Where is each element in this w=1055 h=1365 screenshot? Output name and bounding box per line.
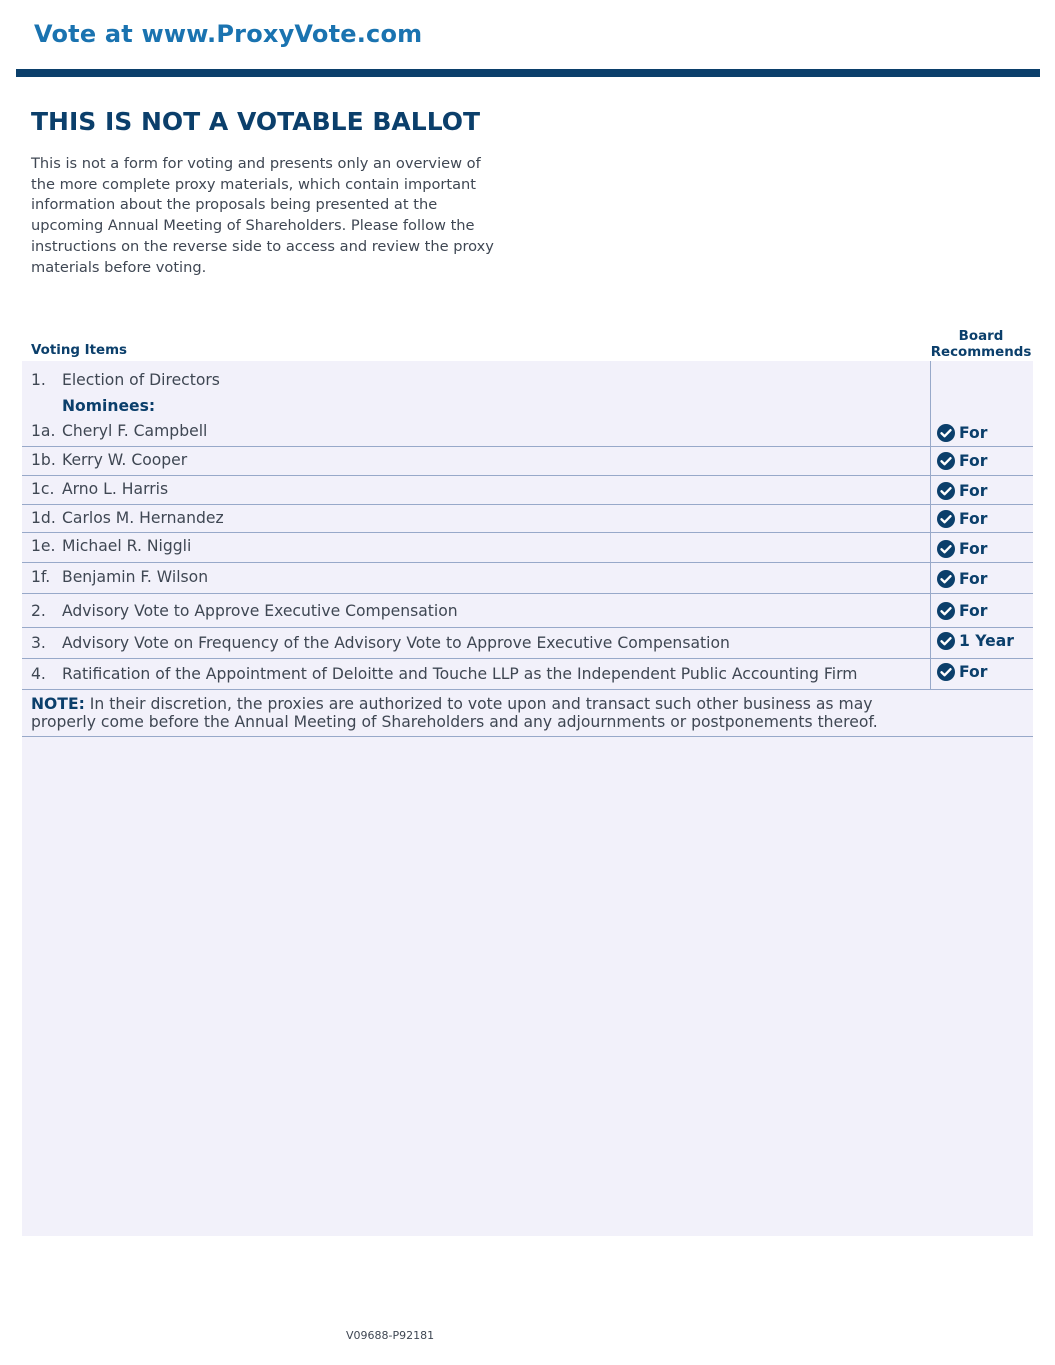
board-header-line1: Board xyxy=(958,329,1004,344)
recommendation-value: 1 Year xyxy=(959,632,1014,650)
voting-items-header: Voting Items xyxy=(31,343,127,358)
row-label: Carlos M. Hernandez xyxy=(62,509,224,527)
header-divider xyxy=(16,69,1040,77)
checkmark-icon xyxy=(937,424,955,442)
recommendation-value: For xyxy=(959,570,988,588)
row-number: 4. xyxy=(31,665,46,683)
checkmark-icon xyxy=(937,602,955,620)
recommendation-value: For xyxy=(959,510,988,528)
row-number: 1f. xyxy=(31,568,51,586)
row-divider xyxy=(22,658,1033,659)
recommendation-value: For xyxy=(959,424,988,442)
row-number: 2. xyxy=(31,602,46,620)
recommendation xyxy=(937,424,987,442)
row-divider xyxy=(22,593,1033,594)
column-divider xyxy=(930,361,931,689)
row-label: Arno L. Harris xyxy=(62,480,169,498)
row-number: 1b. xyxy=(31,451,56,469)
election-label: Election of Directors xyxy=(62,371,220,389)
recommendation-value: For xyxy=(959,663,988,681)
document-code: V09688-P92181 xyxy=(346,1329,435,1342)
checkmark-icon xyxy=(937,570,955,588)
checkmark-icon xyxy=(937,540,955,558)
recommendation xyxy=(937,482,987,500)
ballot-heading: THIS IS NOT A VOTABLE BALLOT xyxy=(31,107,481,136)
row-divider xyxy=(22,689,1033,690)
row-number: 3. xyxy=(31,634,46,652)
recommendation xyxy=(937,602,987,620)
row-divider xyxy=(22,446,1033,447)
recommendation-value: For xyxy=(959,540,988,558)
election-number: 1. xyxy=(31,371,46,389)
note-divider xyxy=(22,736,1033,737)
nominees-label: Nominees: xyxy=(62,397,156,415)
checkmark-icon xyxy=(937,632,955,650)
row-number: 1d. xyxy=(31,509,56,527)
row-label: Cheryl F. Campbell xyxy=(62,422,208,440)
board-recommends-header xyxy=(930,329,1032,361)
board-header-line2: Recommends xyxy=(930,345,1032,360)
row-label: Kerry W. Cooper xyxy=(62,451,188,469)
recommendation xyxy=(937,570,987,588)
row-number: 1c. xyxy=(31,480,55,498)
row-label: Michael R. Niggli xyxy=(62,537,192,555)
recommendation-value: For xyxy=(959,452,988,470)
recommendation xyxy=(937,452,987,470)
row-divider xyxy=(22,627,1033,628)
checkmark-icon xyxy=(937,663,955,681)
row-label: Benjamin F. Wilson xyxy=(62,568,209,586)
row-label: Advisory Vote on Frequency of the Advisory Vote to Approve Executive Compensation xyxy=(62,634,730,652)
recommendation xyxy=(937,540,987,558)
row-divider xyxy=(22,475,1033,476)
row-divider xyxy=(22,532,1033,533)
voting-items-panel xyxy=(22,361,1033,1236)
row-divider xyxy=(22,504,1033,505)
note xyxy=(31,695,941,731)
row-divider xyxy=(22,562,1033,563)
header-title: Vote at www.ProxyVote.com xyxy=(34,20,423,48)
note-label: NOTE: xyxy=(31,695,85,713)
recommendation xyxy=(937,663,987,681)
checkmark-icon xyxy=(937,510,955,528)
row-label: Advisory Vote to Approve Executive Compensation xyxy=(62,602,458,620)
checkmark-icon xyxy=(937,452,955,470)
note-text: In their discretion, the proxies are authorized to vote upon and transact such other business as may properly come before the Annual Meeting of Shareholders and any adjournments or postponements thereof. xyxy=(31,695,878,731)
intro-paragraph: This is not a form for voting and presents only an overview of the more complete proxy materials, which contain important information about the proposals being presented at the upcoming Annual Meeting of Shareholders. Please follow the instructions on the reverse side to access and review the proxy materials before voting. xyxy=(31,155,494,276)
checkmark-icon xyxy=(937,482,955,500)
recommendation xyxy=(937,510,987,528)
row-label: Ratification of the Appointment of Deloitte and Touche LLP as the Independent Public Accounting Firm xyxy=(62,665,858,683)
row-number: 1e. xyxy=(31,537,56,555)
recommendation xyxy=(937,632,1014,650)
row-number: 1a. xyxy=(31,422,56,440)
recommendation-value: For xyxy=(959,482,988,500)
recommendation-value: For xyxy=(959,602,988,620)
